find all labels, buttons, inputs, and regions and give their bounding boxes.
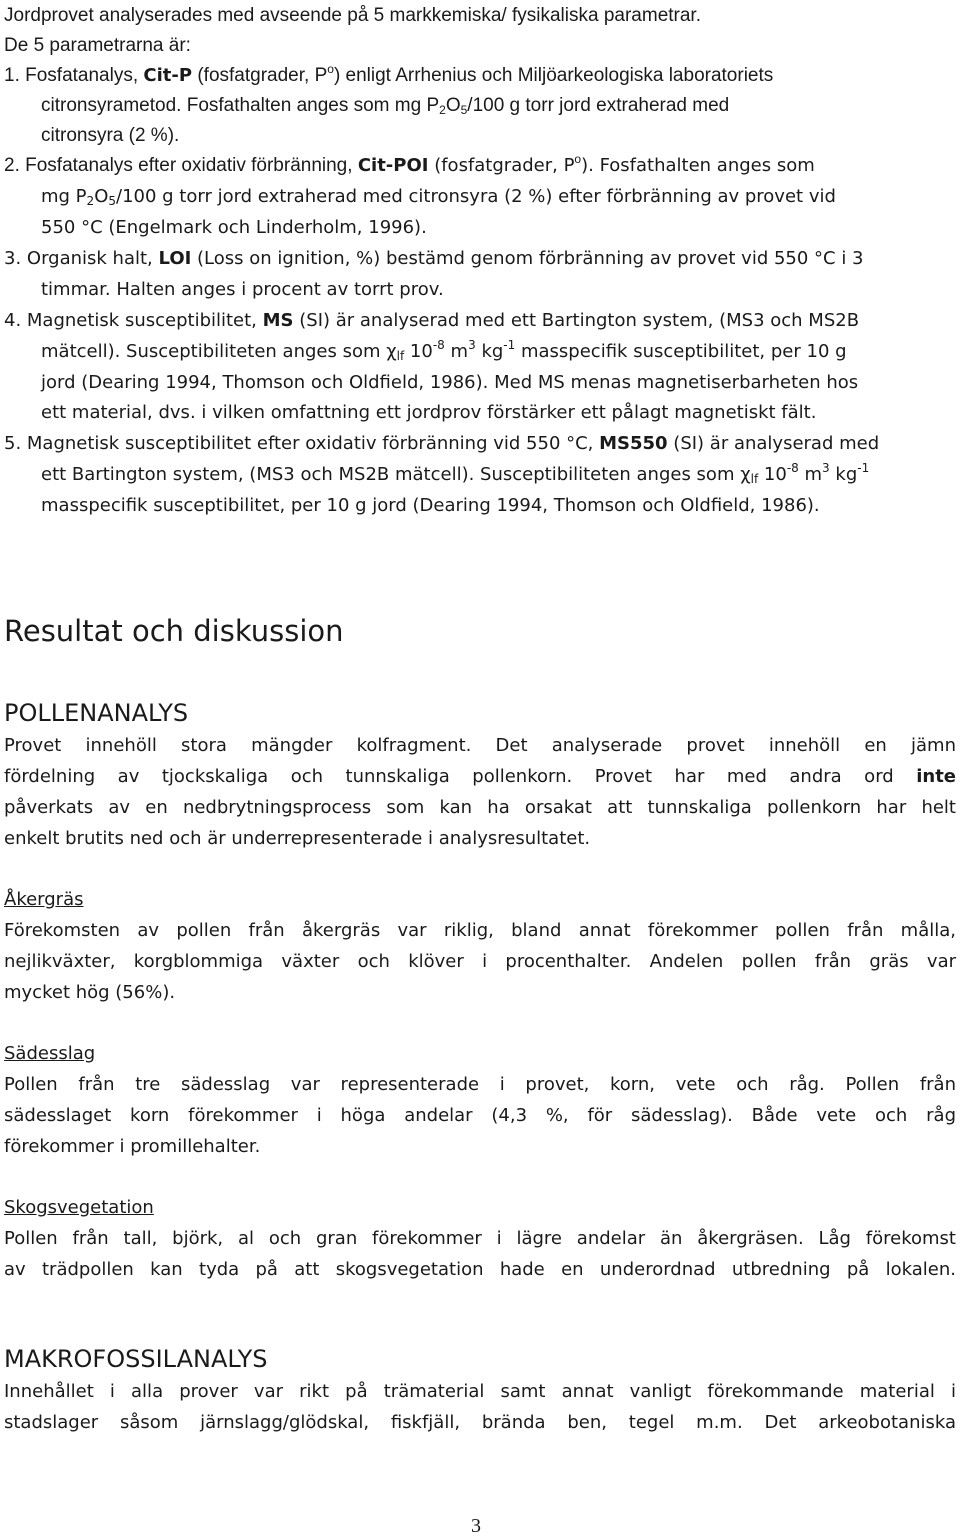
term-ms550: MS550 <box>599 433 668 454</box>
item5-line-3: masspecifik susceptibilitet, per 10 g jord (Dearing 1994, Thomson och Oldfield, 1986). <box>41 495 820 516</box>
item2-line-1: 2. Fosfatanalys efter oxidativ förbränning, Cit-POI (fosfatgrader, $P^o$). Fosfathalten anges som <box>4 152 815 176</box>
pollen-heading: POLLENANALYS <box>4 699 189 727</box>
item4-line-2: mätcell). Susceptibiliteten anges som $\chi_{lf}$ $10^{-8}$ $m^3$ $kg^{-1}$ masspecifik susceptibilitet, per 10 g <box>41 338 847 363</box>
skog-heading: Skogsvegetation <box>4 1197 154 1218</box>
sadesslag-line-2: sädesslaget korn förekommer i höga andelar (4,3 %, för sädesslag). Både vete och råg <box>4 1105 956 1126</box>
pollen-para-line-2: fördelning av tjockskaliga och tunnskaliga pollenkorn. Provet har med andra ord inte <box>4 766 956 787</box>
item1-line-2: citronsyrametod. Fosfathalten anges som mg $P_2O_5/100$ g torr jord extraherad med <box>41 95 730 117</box>
item4-line-4: ett material, dvs. i vilken omfattning ett jordprov förstärker ett pålagt magnetiskt fält. <box>41 402 817 423</box>
item4-line-1: 4. Magnetisk susceptibilitet, MS (SI) är analyserad med ett Bartington system, (MS3 och MS2B <box>4 310 860 331</box>
item2-line-3: 550 °C (Engelmark och Linderholm, 1996). <box>41 217 427 238</box>
item2-line-2: mg $P_2O_5/100$ g torr jord extraherad med citronsyra (2 %) efter förbränning av provet vid <box>41 186 836 208</box>
makro-line-2: stadslager såsom järnslagg/glödskal, fiskfjäll, brända ben, tegel m.m. Det arkeobotaniska <box>4 1412 956 1433</box>
item5-line-2: ett Bartington system, (MS3 och MS2B mätcell). Susceptibiliteten anges som $\chi_{lf}$ $10^{-8}$ $m^3$ $kg^{-1}$ <box>41 461 870 486</box>
akergras-line-3: mycket hög (56%). <box>4 982 176 1003</box>
results-heading: Resultat och diskussion <box>4 614 344 648</box>
intro-line-1: Jordprovet analyserades med avseende på 5 markkemiska/ fysikaliska parametrar. <box>4 5 701 26</box>
item5-line-1: 5. Magnetisk susceptibilitet efter oxidativ förbränning vid 550 °C, MS550 (SI) är analyserad med <box>4 433 880 454</box>
pollen-para-line-3: påverkats av en nedbrytningsprocess som kan ha orsakat att tunnskaliga pollenkorn har helt <box>4 797 956 818</box>
akergras-line-1: Förekomsten av pollen från åkergräs var riklig, bland annat förekommer pollen från målla, <box>4 920 956 941</box>
item3-line-1: 3. Organisk halt, LOI (Loss on ignition, %) bestämd genom förbränning av provet vid 550 °C i 3 <box>4 248 864 269</box>
term-cit-poi: Cit-POI <box>357 155 429 176</box>
item3-line-2: timmar. Halten anges i procent av torrt prov. <box>41 279 444 300</box>
makro-line-1: Innehållet i alla prover var rikt på trämaterial samt annat vanligt förekommande material i <box>4 1381 956 1402</box>
emphasis-inte: inte <box>916 766 956 787</box>
pollen-para-line-1: Provet innehöll stora mängder kolfragment. Det analyserade provet innehöll en jämn <box>4 735 956 756</box>
pollen-para-line-4: enkelt brutits ned och är underrepresenterade i analysresultatet. <box>4 828 591 849</box>
item1-line-1: 1. Fosfatanalys, Cit-P (fosfatgrader, $P^o$) enligt Arrhenius och Miljöarkeologiska laboratoriets <box>4 62 774 86</box>
term-cit-p: Cit-P <box>143 65 193 86</box>
makro-heading: MAKROFOSSILANALYS <box>4 1345 268 1373</box>
sadesslag-line-1: Pollen från tre sädesslag var representerade i provet, korn, vete och råg. Pollen från <box>4 1074 956 1095</box>
intro-line-2: De 5 parametrarna är: <box>4 35 191 56</box>
akergras-line-2: nejlikväxter, korgblommiga växter och klöver i procenthalter. Andelen pollen från gräs var <box>4 951 956 972</box>
sadesslag-heading: Sädesslag <box>4 1043 96 1064</box>
item4-line-3: jord (Dearing 1994, Thomson och Oldfield, 1986). Med MS menas magnetiserbarheten hos <box>41 372 859 393</box>
term-loi: LOI <box>158 248 192 269</box>
skog-line-2: av trädpollen kan tyda på att skogsvegetation hade en underordnad utbredning på lokalen. <box>4 1259 956 1280</box>
skog-line-1: Pollen från tall, björk, al och gran förekommer i lägre andelar än åkergräsen. Låg förekomst <box>4 1228 956 1249</box>
page-number: 3 <box>471 1515 481 1537</box>
akergras-heading: Åkergräs <box>4 889 84 910</box>
sadesslag-line-3: förekommer i promillehalter. <box>4 1136 261 1157</box>
item1-line-3: citronsyra (2 %). <box>41 125 180 146</box>
term-ms: MS <box>262 310 294 331</box>
